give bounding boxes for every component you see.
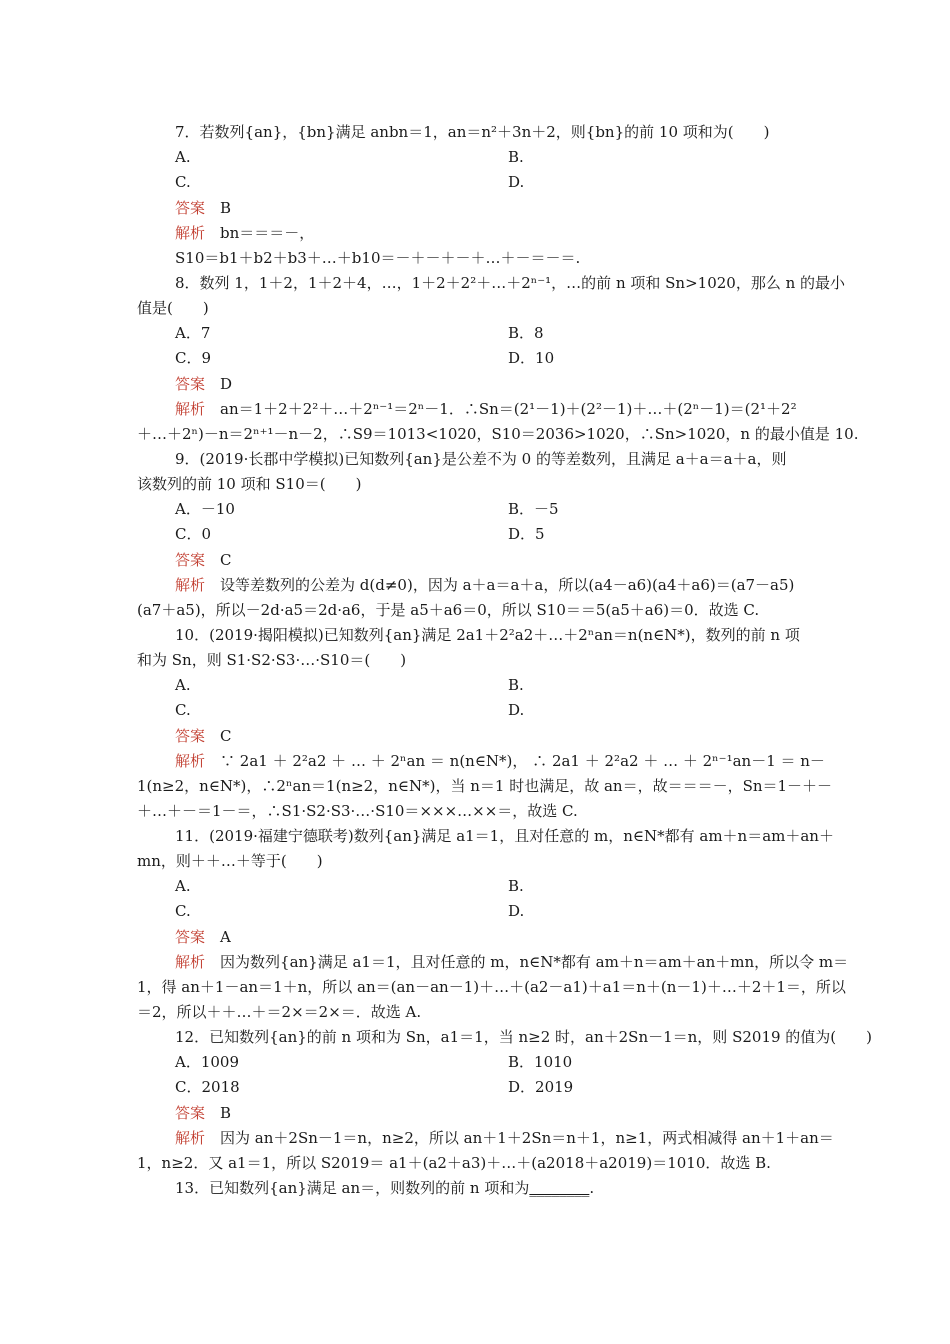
q13-stem-text: 13．已知数列{an}满足 an＝，则数列的前 n 项和为: [175, 1179, 530, 1197]
q12-option-c: C．2018: [175, 1078, 240, 1096]
q7-option-d: D.: [508, 173, 525, 191]
answer-label: 答案: [175, 375, 206, 393]
q10-option-d: D.: [508, 701, 525, 719]
q12-answer: [175, 1104, 231, 1122]
q13-stem-end: .: [589, 1179, 595, 1197]
q9-answer: [175, 551, 232, 569]
answer-label: 答案: [175, 727, 206, 745]
q10-analysis-2: 1(n≥2，n∈N*)，∴2ⁿan＝1(n≥2，n∈N*)，当 n＝1 时也满足，故 an＝，故＝＝＝－，Sn＝1－＋－: [137, 777, 833, 795]
q10-option-a: A.: [175, 676, 191, 694]
q10-answer: [175, 727, 232, 745]
answer-value: D: [220, 375, 233, 393]
q7-option-c: C.: [175, 173, 191, 191]
q13-stem: [175, 1179, 594, 1197]
answer-label: 答案: [175, 928, 206, 946]
q8-option-d: D．10: [508, 349, 555, 367]
q9-analysis-2: (a7＋a5)，所以－2d·a5＝2d·a6，于是 a5＋a6＝0，所以 S10＝＝5(a5＋a6)＝0．故选 C.: [137, 601, 760, 619]
analysis-text: 设等差数列的公差为 d(d≠0)，因为 a＋a＝a＋a，所以(a4－a6)(a4＋a6)＝(a7－a5): [220, 576, 795, 594]
q9-option-a: A．－10: [175, 500, 235, 518]
q7-stem: 7．若数列{an}，{bn}满足 anbn＝1，an＝n²＋3n＋2，则{bn}的前 10 项和为( ): [175, 123, 770, 141]
analysis-label: 解析: [175, 1129, 206, 1147]
answer-value: A: [220, 928, 231, 946]
answer-label: 答案: [175, 199, 206, 217]
q7-analysis-2: S10＝b1＋b2＋b3＋…＋b10＝－＋－＋－＋…＋－＝－＝.: [175, 249, 581, 267]
analysis-label: 解析: [175, 224, 206, 242]
analysis-label: 解析: [175, 752, 206, 770]
analysis-label: 解析: [175, 576, 206, 594]
q10-analysis-3: ＋…＋－＝1－＝，∴S1·S2·S3·…·S10＝×××…××＝，故选 C.: [137, 802, 578, 820]
analysis-text: ∵ 2a1 ＋ 2²a2 ＋ … ＋ 2ⁿan ＝ n(n∈N*)， ∴ 2a1 ＋ 2²a2 ＋ … ＋ 2ⁿ⁻¹an－1 ＝ n－: [220, 752, 825, 770]
q8-stem-1: 8．数列 1，1＋2，1＋2＋4，…，1＋2＋2²＋…＋2ⁿ⁻¹，…的前 n 项和 Sn>1020，那么 n 的最小: [175, 274, 846, 292]
answer-value: B: [220, 199, 232, 217]
q10-option-b: B.: [508, 676, 524, 694]
q8-analysis-1: [175, 400, 797, 418]
q10-stem-2: 和为 Sn，则 S1·S2·S3·…·S10＝( ): [137, 651, 407, 669]
q11-answer: [175, 928, 231, 946]
q11-stem-1: 11．(2019·福建宁德联考)数列{an}满足 a1＝1，且对任意的 m，n∈N*都有 am＋n＝am＋an＋: [175, 827, 834, 845]
answer-value: C: [220, 727, 232, 745]
q8-option-c: C．9: [175, 349, 212, 367]
q8-option-a: A．7: [175, 324, 211, 342]
q12-analysis-2: 1，n≥2．又 a1＝1，所以 S2019＝ a1＋(a2＋a3)＋…＋(a2018＋a2019)＝1010．故选 B.: [137, 1154, 771, 1172]
q10-analysis-1: [175, 752, 825, 770]
analysis-text: an＝1＋2＋2²＋…＋2ⁿ⁻¹＝2ⁿ－1．∴Sn＝(2¹－1)＋(2²－1)＋…＋(2ⁿ－1)＝(2¹＋2²: [220, 400, 797, 418]
q11-analysis-2: 1，得 an＋1－an＝1＋n，所以 an＝(an－an－1)＋…＋(a2－a1)＋a1＝n＋(n－1)＋…＋2＋1＝，所以: [137, 978, 846, 996]
q7-option-b: B.: [508, 148, 524, 166]
q9-option-c: C．0: [175, 525, 212, 543]
answer-value: C: [220, 551, 232, 569]
q7-option-a: A.: [175, 148, 191, 166]
q9-option-d: D．5: [508, 525, 545, 543]
q8-analysis-2: ＋…＋2ⁿ)－n＝2ⁿ⁺¹－n－2，∴S9＝1013<1020，S10＝2036>1020，∴Sn>1020，n 的最小值是 10.: [137, 425, 859, 443]
q11-option-d: D.: [508, 902, 525, 920]
q10-stem-1: 10．(2019·揭阳模拟)已知数列{an}满足 2a1＋2²a2＋…＋2ⁿan＝n(n∈N*)，数列的前 n 项: [175, 626, 800, 644]
q9-stem-1: 9．(2019·长郡中学模拟)已知数列{an}是公差不为 0 的等差数列，且满足 a＋a＝a＋a，则: [175, 450, 787, 468]
answer-label: 答案: [175, 551, 206, 569]
q9-stem-2: 该数列的前 10 项和 S10＝( ): [137, 475, 362, 493]
q9-option-b: B．－5: [508, 500, 559, 518]
q11-stem-2: mn，则＋＋…＋等于( ): [137, 852, 323, 870]
q8-answer: [175, 375, 232, 393]
answer-value: B: [220, 1104, 232, 1122]
q11-option-c: C.: [175, 902, 191, 920]
q12-option-a: A．1009: [175, 1053, 240, 1071]
q8-stem-2: 值是( ): [137, 299, 209, 317]
q12-option-b: B．1010: [508, 1053, 573, 1071]
q7-analysis-1: [175, 224, 314, 242]
q11-option-b: B.: [508, 877, 524, 895]
q9-analysis-1: [175, 576, 794, 594]
analysis-text: 因为 an＋2Sn－1＝n，n≥2，所以 an＋1＋2Sn＝n＋1，n≥1，两式相减得 an＋1＋an＝: [220, 1129, 834, 1147]
q12-option-d: D．2019: [508, 1078, 574, 1096]
analysis-label: 解析: [175, 400, 206, 418]
q8-option-b: B．8: [508, 324, 544, 342]
q12-analysis-1: [175, 1129, 834, 1147]
q12-stem: 12．已知数列{an}的前 n 项和为 Sn，a1＝1，当 n≥2 时，an＋2Sn－1＝n，则 S2019 的值为( ): [175, 1028, 872, 1046]
q11-option-a: A.: [175, 877, 191, 895]
analysis-label: 解析: [175, 953, 206, 971]
analysis-text: bn＝＝＝－，: [220, 224, 315, 242]
q11-analysis-3: ＝2，所以＋＋…＋＝2×＝2×＝．故选 A.: [137, 1003, 422, 1021]
q10-option-c: C.: [175, 701, 191, 719]
answer-blank: ________: [529, 1179, 590, 1197]
q7-answer: [175, 199, 231, 217]
answer-label: 答案: [175, 1104, 206, 1122]
analysis-text: 因为数列{an}满足 a1＝1，且对任意的 m，n∈N*都有 am＋n＝am＋an＋mn，所以令 m＝: [220, 953, 849, 971]
q11-analysis-1: [175, 953, 848, 971]
